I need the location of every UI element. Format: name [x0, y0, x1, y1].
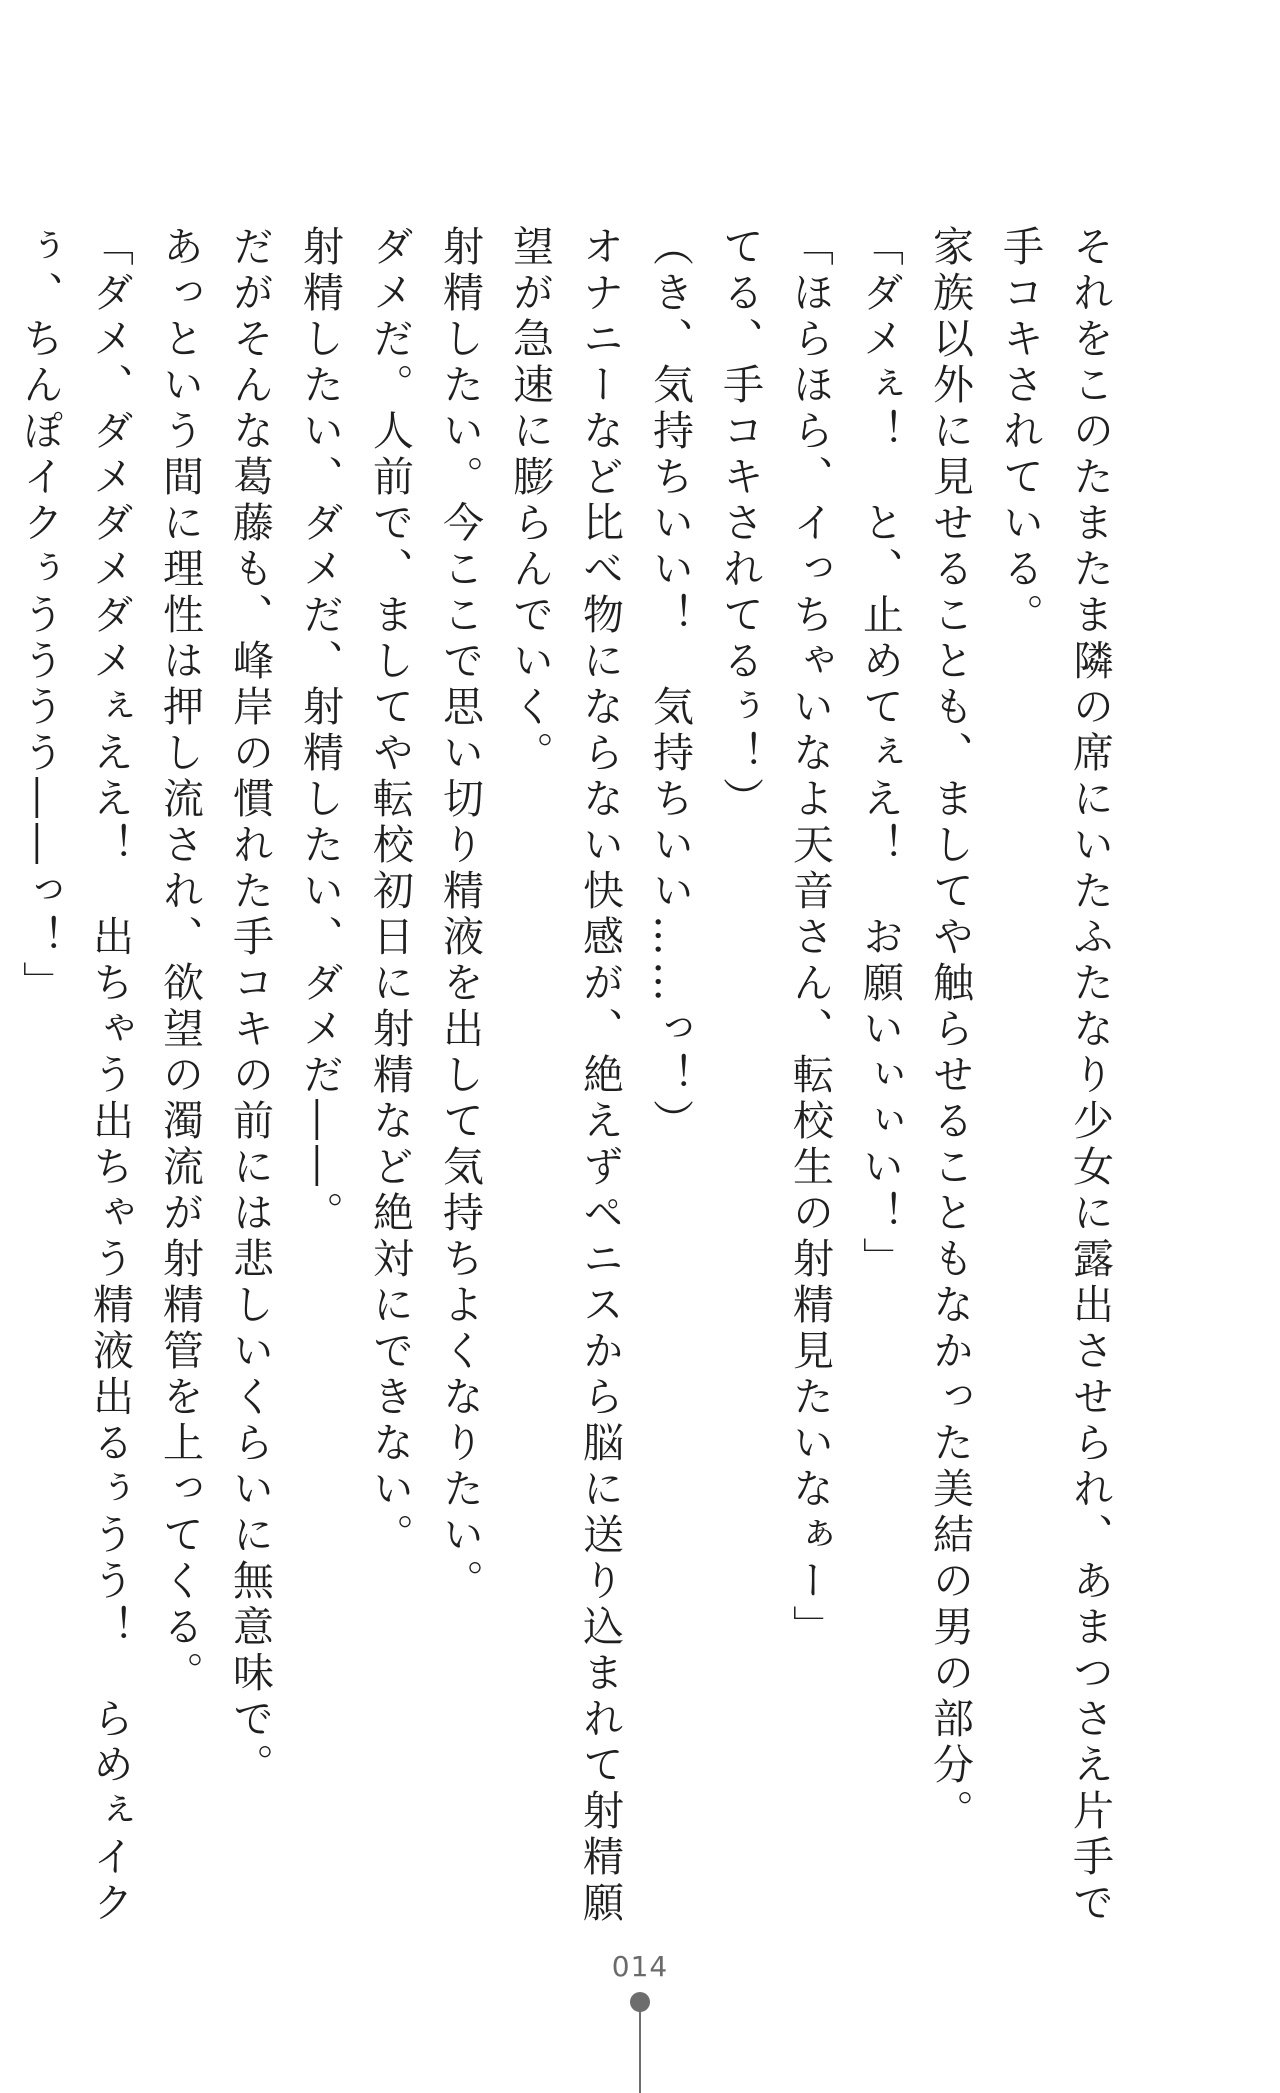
page-marker-line [639, 2010, 641, 2093]
paragraph: てる、手コキされてるぅ！） [716, 225, 764, 823]
paragraph: 家族以外に見せることも、ましてや触らせることもなかった美結の男の部分。 [926, 225, 974, 1835]
page-marker-icon [630, 1992, 650, 2093]
paragraph: 「ダメ、ダメダメダメぇええ！ 出ちゃう出ちゃう精液出るぅうう！ らめぇイクぅ、ちんぽイクぅうううう――っ！」 [16, 225, 134, 1927]
page-marker-dot [630, 1992, 650, 2012]
paragraph: あっという間に理性は押し流され、欲望の濁流が射精管を上ってくる。 [156, 225, 204, 1697]
paragraph: （き、気持ちいい！ 気持ちいい……っ！） [646, 225, 694, 1145]
paragraph: 「ダメぇ！ と、止めてぇえ！ お願いぃぃい！」 [856, 225, 904, 1283]
paragraph: オナニーなど比べ物にならない快感が、絶えずペニスから脳に送り込まれて射精願望が急速に膨らんでいく。 [506, 225, 624, 1927]
paragraph: 射精したい、ダメだ、射精したい、ダメだ――。 [296, 225, 344, 1237]
paragraph: それをこのたまたま隣の席にいたふたなり少女に露出させられ、あまつさえ片手で手コキされている。 [996, 225, 1114, 1927]
paragraph: ダメだ。人前で、ましてや転校初日に射精など絶対にできない。 [366, 225, 414, 1559]
page-body [16, 225, 1125, 1945]
page-number: 014 [611, 1950, 669, 1983]
paragraph: だがそんな葛藤も、峰岸の慣れた手コキの前には悲しいくらいに無意味で。 [226, 225, 274, 1789]
paragraph: 「ほらほら、イっちゃいなよ天音さん、転校生の射精見たいなぁー」 [786, 225, 834, 1651]
paragraph: 射精したい。今ここで思い切り精液を出して気持ちよくなりたい。 [436, 225, 484, 1605]
